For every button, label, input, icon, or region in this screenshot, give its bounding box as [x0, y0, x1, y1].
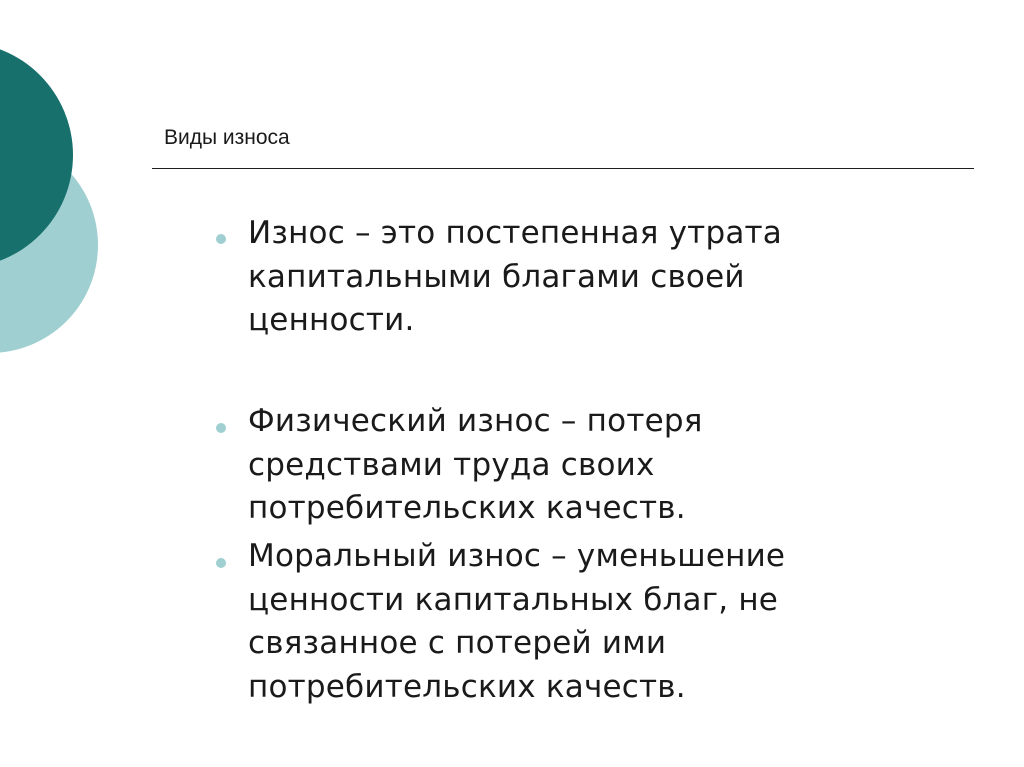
bullet-dot-icon — [216, 558, 226, 568]
bullet-text: Физический износ – потеря средствами труда своих потребительских качеств. — [248, 403, 703, 526]
slide-title: Виды износа — [164, 126, 290, 149]
bullet-text: Моральный износ – уменьшение ценности капитальных благ, не связанное с потерей ими потребительских качеств. — [248, 538, 786, 705]
bullet-dot-icon — [216, 423, 226, 433]
bullet-text: Износ – это постепенная утрата капитальными благами своей ценности. — [248, 215, 782, 338]
bullet-dot-icon — [216, 234, 226, 244]
